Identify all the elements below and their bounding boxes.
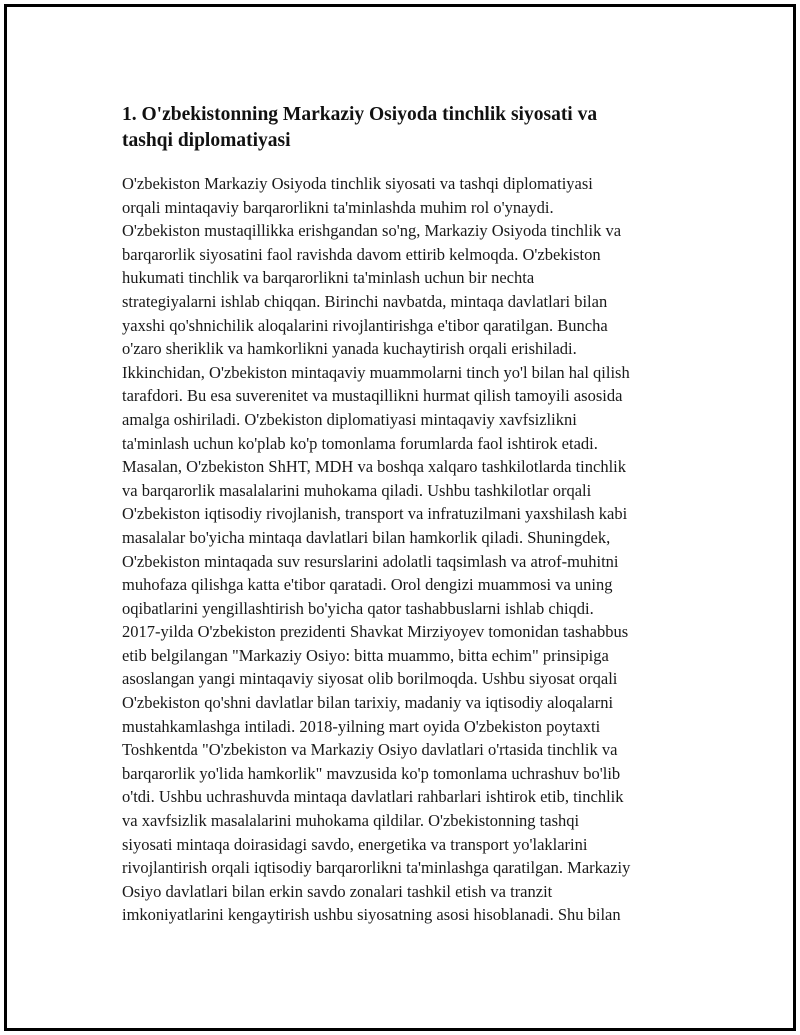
text-line: yaxshi qo'shnichilik aloqalarini rivojlantirishga e'tibor qaratilgan. Buncha xyxy=(122,315,608,335)
text-line: barqarorlik siyosatini faol ravishda davom ettirib kelmoqda. O'zbekiston xyxy=(122,244,601,264)
text-line: imkoniyatlarini kengaytirish ushbu siyosatning asosi hisoblanadi. Shu bilan xyxy=(122,905,621,925)
text-line: mustahkamlashga intiladi. 2018-yilning mart oyida O'zbekiston poytaxti xyxy=(122,716,601,736)
text-line: masalalar bo'yicha mintaqa davlatlari bilan hamkorlik qiladi. Shuningdek, xyxy=(122,527,611,547)
heading-line: tashqi diplomatiyasi xyxy=(122,130,291,151)
text-line: O'zbekiston qo'shni davlatlar bilan tarixiy, madaniy va iqtisodiy aloqalarni xyxy=(122,693,614,713)
text-line: Osiyo davlatlari bilan erkin savdo zonalari tashkil etish va tranzit xyxy=(122,881,553,901)
text-line: O'zbekiston Markaziy Osiyoda tinchlik siyosati va tashqi diplomatiyasi xyxy=(122,174,593,193)
text-line: siyosati mintaqa doirasidagi savdo, energetika va transport yo'laklarini xyxy=(122,834,588,854)
text-line: Toshkentda "O'zbekiston va Markaziy Osiyo davlatlari o'rtasida tinchlik va xyxy=(122,740,618,760)
text-line: 2017-yilda O'zbekiston prezidenti Shavkat Mirziyoyev tomonidan tashabbus xyxy=(122,622,629,642)
section-heading xyxy=(122,102,696,154)
text-line: O'zbekiston mintaqada suv resurslarini adolatli taqsimlash va atrof-muhitni xyxy=(122,551,619,571)
text-line: Masalan, O'zbekiston ShHT, MDH va boshqa xalqaro tashkilotlarda tinchlik xyxy=(122,457,626,477)
text-line: muhofaza qilishga katta e'tibor qaratadi. Orol dengizi muammosi va uning xyxy=(122,575,613,595)
text-line: o'tdi. Ushbu uchrashuvda mintaqa davlatlari rahbarlari ishtirok etib, tinchlik xyxy=(122,787,624,807)
text-line: O'zbekiston iqtisodiy rivojlanish, transport va infratuzilmani yaxshilash kabi xyxy=(122,504,628,524)
body-paragraph xyxy=(122,172,696,927)
text-line: barqarorlik yo'lida hamkorlik" mavzusida ko'p tomonlama uchrashuv bo'lib xyxy=(122,763,621,783)
document-content xyxy=(122,102,696,927)
heading-line: 1. O'zbekistonning Markaziy Osiyoda tinchlik siyosati va xyxy=(122,104,598,125)
text-line: tarafdori. Bu esa suverenitet va mustaqillikni hurmat qilish tamoyili asosida xyxy=(122,386,623,406)
text-line: asoslangan yangi mintaqaviy siyosat olib borilmoqda. Ushbu siyosat orqali xyxy=(122,669,618,689)
text-line: Ikkinchidan, O'zbekiston mintaqaviy muammolarni tinch yo'l bilan hal qilish xyxy=(122,362,630,382)
text-line: hukumati tinchlik va barqarorlikni ta'minlash uchun bir nechta xyxy=(122,268,535,288)
text-line: rivojlantirish orqali iqtisodiy barqarorlikni ta'minlashga qaratilgan. Markaziy xyxy=(122,858,631,878)
text-line: amalga oshiriladi. O'zbekiston diplomatiyasi mintaqaviy xavfsizlikni xyxy=(122,409,577,429)
text-line: etib belgilangan "Markaziy Osiyo: bitta muammo, bitta echim" prinsipiga xyxy=(122,645,609,665)
text-line: O'zbekiston mustaqillikka erishgandan so'ng, Markaziy Osiyoda tinchlik va xyxy=(122,221,622,241)
text-line: va xavfsizlik masalalarini muhokama qildilar. O'zbekistonning tashqi xyxy=(122,811,580,831)
text-line: orqali mintaqaviy barqarorlikni ta'minlashda muhim rol o'ynaydi. xyxy=(122,197,554,217)
text-line: strategiyalarni ishlab chiqqan. Birinchi navbatda, mintaqa davlatlari bilan xyxy=(122,291,608,311)
document-page xyxy=(4,4,796,1031)
text-line: o'zaro sheriklik va hamkorlikni yanada kuchaytirish orqali erishiladi. xyxy=(122,339,577,359)
text-line: ta'minlash uchun ko'plab ko'p tomonlama forumlarda faol ishtirok etadi. xyxy=(122,433,598,453)
text-line: va barqarorlik masalalarini muhokama qiladi. Ushbu tashkilotlar orqali xyxy=(122,480,592,500)
text-line: oqibatlarini yengillashtirish bo'yicha qator tashabbuslarni ishlab chiqdi. xyxy=(122,598,594,618)
